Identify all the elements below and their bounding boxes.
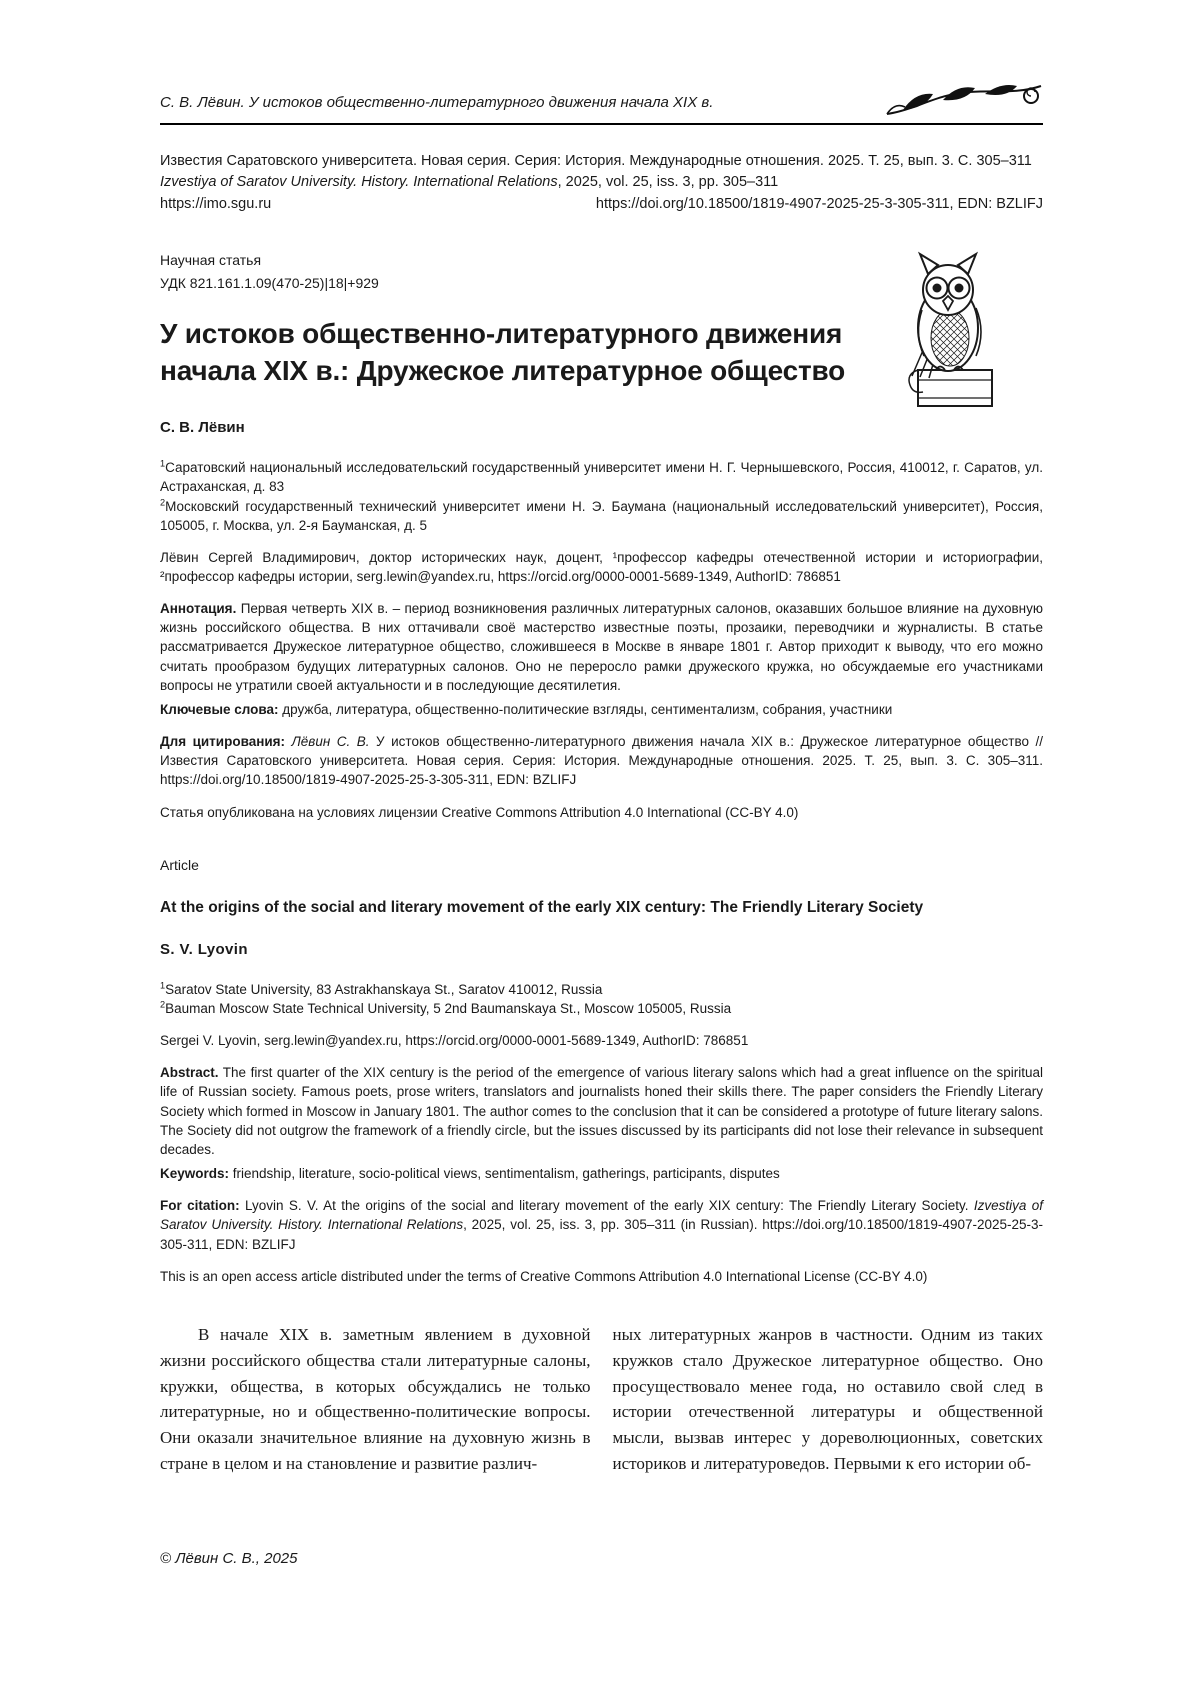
- affiliation-text: Саратовский национальный исследовательский государственный университет имени Н. Г. Чернышевского, Россия, 410012, г. Саратов, ул. Астраханская, д. 83: [160, 460, 1043, 495]
- abstract-en: [160, 1063, 1043, 1159]
- affiliation-text: Московский государственный технический университет имени Н. Э. Баумана (национальный исследовательский университет), Россия, 105005, г. Москва, ул. 2-я Бауманская, д. 5: [160, 498, 1043, 533]
- journal-info: [160, 151, 1043, 215]
- flourish-ornament-icon: [885, 80, 1043, 120]
- citation-label-ru: Для цитирования:: [160, 734, 286, 750]
- article-body: [160, 1322, 1043, 1477]
- body-paragraph-left: В начале XIX в. заметным явлением в духовной жизни российского общества стали литературные салоны, кружки, общества, в которых обсуждались не только литературные, но и общественно-политические вопросы. Они оказали значительное влияние на духовную жизнь в стране в целом и на становление и развитие различ-: [160, 1324, 591, 1473]
- running-head-text: С. В. Лёвин. У истоков общественно-литературного движения начала XIX в.: [160, 93, 714, 111]
- abstract-label-ru: Аннотация.: [160, 601, 237, 617]
- citation-before-en: Lyovin S. V. At the origins of the social and literary movement of the early XIX century: The Friendly Literary Society.: [239, 1198, 974, 1214]
- udc-label: УДК 821.161.1.09(470-25)|18|+929: [160, 274, 379, 291]
- author-name-en: S. V. Lyovin: [160, 940, 248, 958]
- keywords-text-ru: дружба, литература, общественно-политические взгляды, сентиментализм, собрания, участники: [278, 701, 893, 717]
- keywords-ru: [160, 700, 1043, 719]
- journal-links-row: [160, 194, 1043, 215]
- abstract-label-en: Abstract.: [160, 1065, 219, 1081]
- affiliation-sup: 1: [160, 458, 166, 469]
- keywords-label-ru: Ключевые слова:: [160, 701, 279, 717]
- affiliation-sup: 1: [160, 980, 166, 991]
- body-column-left: [160, 1322, 591, 1477]
- journal-line-en-title: Izvestiya of Saratov University. History. International Relations: [160, 174, 558, 191]
- citation-author-ru: Лёвин С. В.: [285, 734, 370, 750]
- affiliation-text: Bauman Moscow State Technical University, 5 2nd Baumanskaya St., Moscow 105005, Russia: [165, 1000, 732, 1016]
- license-ru: Статья опубликована на условиях лицензии Creative Commons Attribution 4.0 International (CC-BY 4.0): [160, 804, 799, 820]
- abstract-ru: [160, 599, 1043, 695]
- affiliation-en-2: [160, 999, 1043, 1018]
- author-info-en: Sergei V. Lyovin, serg.lewin@yandex.ru, https://orcid.org/0000-0001-5689-1349, AuthorID: 786851: [160, 1033, 749, 1049]
- article-type-label-en: Article: [160, 856, 199, 873]
- citation-text-ru: У истоков общественно-литературного движения начала XIX в.: Дружеское литературное общество // Известия Саратовского университета. Новая серия. Серия: История. Международные отношения. 2025. Т. 25, вып. 3. С. 305–311. https://doi.org/10.18500/1819-4907-2025-25-3-305-311, EDN: BZLIFJ: [160, 734, 1043, 788]
- journal-doi-link[interactable]: https://doi.org/10.18500/1819-4907-2025-25-3-305-311, EDN: BZLIFJ: [595, 195, 1043, 212]
- body-paragraph-right: ных литературных жанров в частности. Одним из таких кружков стало Дружеское литературное общество. Оно просуществовало менее года, но оставило свой след в истории отечественной литературы и общественной мысли, вызвав интерес у дореволюционных, советских историков и литературоведов. Первыми к его истории об-: [612, 1324, 1043, 1473]
- affiliation-ru-2: [160, 497, 1043, 535]
- citation-journal-en: Izvestiya of Saratov University. History. International Relations: [160, 1198, 1044, 1233]
- affiliation-sup: 2: [160, 497, 166, 508]
- journal-site-link[interactable]: https://imo.sgu.ru: [160, 195, 272, 212]
- copyright: © Лёвин С. В., 2025: [160, 1550, 298, 1567]
- journal-line-ru: Известия Саратовского университета. Новая серия. Серия: История. Международные отношения. 2025. Т. 25, вып. 3. С. 305–311: [160, 153, 1032, 169]
- abstract-text-ru: Первая четверть XIX в. – период возникновения различных литературных салонов, оказавших большое влияние на духовную жизнь российского общества. В них оттачивали своё мастерство известные поэты, прозаики, переводчики и журналисты. В статье рассматривается Дружеское литературное общество, сложившееся в Москве в январе 1801 г. Автор приходит к выводу, что его можно считать прообразом будущих литературных салонов. Оно не переросло рамки дружеского кружка, но обсуждаемые его участниками вопросы не утратили своей актуальности и в последующие десятилетия.: [160, 601, 1043, 693]
- citation-label-en: For citation:: [160, 1198, 240, 1214]
- journal-line-en: [160, 172, 1043, 193]
- license-en: This is an open access article distributed under the terms of Creative Commons Attribution 4.0 International License (CC-BY 4.0): [160, 1268, 928, 1284]
- affiliations-en: [160, 980, 1043, 1018]
- abstract-text-en: The first quarter of the XIX century is the period of the emergence of various literary salons which had a great influence on the spiritual life of Russian society. Famous poets, prose writers, translators and journalists honed their skills there. The paper considers the Friendly Literary Society which formed in Moscow in January 1801. The author comes to the conclusion that it can be considered a prototype of future literary salons. The Society did not outgrow the framework of a friendly circle, but the issues discussed by its participants did not lose their relevance in subsequent decades.: [160, 1065, 1043, 1157]
- citation-after-en: , 2025, vol. 25, iss. 3, pp. 305–311 (in Russian). https://doi.org/10.18500/1819-4907-2025-25-3-305-311, EDN: BZLIFJ: [160, 1217, 1044, 1252]
- author-info-ru: Лёвин Сергей Владимирович, доктор исторических наук, доцент, ¹профессор кафедры отечественной истории и историографии, ²профессор кафедры истории, serg.lewin@yandex.ru, https://orcid.org/0000-0001-5689-1349, AuthorID: 786851: [160, 549, 1043, 584]
- author-name-ru: С. В. Лёвин: [160, 418, 245, 436]
- affiliation-en-1: [160, 980, 1043, 999]
- keywords-en: [160, 1164, 1043, 1183]
- affiliations-ru: [160, 458, 1043, 535]
- affiliation-text: Saratov State University, 83 Astrakhanskaya St., Saratov 410012, Russia: [165, 981, 603, 997]
- keywords-label-en: Keywords:: [160, 1166, 230, 1182]
- journal-line-en-rest: , 2025, vol. 25, iss. 3, pp. 305–311: [557, 174, 779, 191]
- citation-ru: [160, 732, 1043, 789]
- article-title-en: At the origins of the social and literary movement of the early XIX century: The Friendly Literary Society: [160, 898, 924, 916]
- affiliation-sup: 2: [160, 999, 166, 1010]
- article-type-label: Научная статья: [160, 252, 262, 269]
- affiliation-ru-1: [160, 458, 1043, 496]
- keywords-text-en: friendship, literature, socio-political views, sentimentalism, gatherings, participants, disputes: [229, 1166, 780, 1182]
- article-title-ru: У истоков общественно-литературного движения начала XIX в.: Дружеское литературное общество: [160, 318, 846, 386]
- running-head: [160, 80, 1043, 125]
- body-column-right: [613, 1322, 1044, 1477]
- owl-illustration: [884, 248, 1002, 416]
- citation-en: [160, 1196, 1043, 1253]
